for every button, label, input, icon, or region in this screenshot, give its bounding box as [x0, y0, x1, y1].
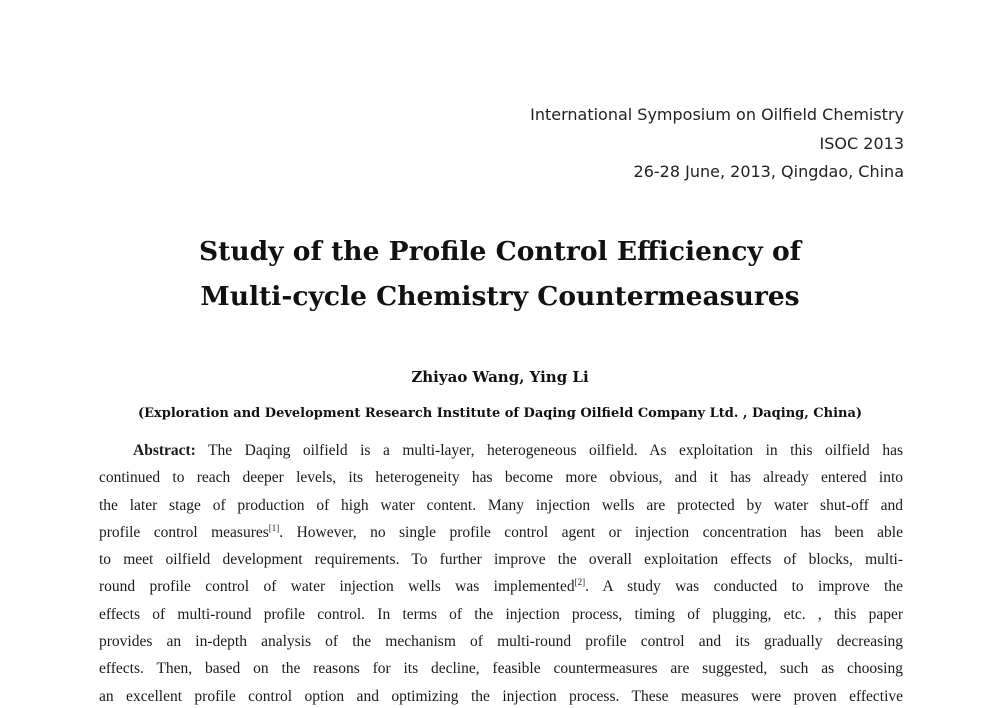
authors: Zhiyao Wang, Ying Li: [411, 368, 589, 386]
abstract-line-7: effects of multi-round profile control. In terms of the injection process, timing of plugging, etc. , this paper: [99, 605, 903, 623]
reference-1: [1]: [268, 522, 280, 533]
symposium-date-place: 26-28 June, 2013, Qingdao, China: [633, 162, 904, 181]
abstract: [99, 437, 903, 708]
abstract-line-8: provides an in-depth analysis of the mechanism of multi-round profile control and its gradually decreasing: [99, 633, 903, 651]
abstract-line-2: continued to reach deeper levels, its heterogeneity has become more obvious, and it has already entered into: [99, 469, 903, 487]
conference-header: [530, 101, 904, 187]
reference-2: [2]: [574, 577, 586, 588]
abstract-line-10: an excellent profile control option and optimizing the injection process. These measures were proven effective: [99, 687, 903, 705]
abstract-line-5: to meet oilfield development requirements. To further improve the overall exploitation effects of blocks, multi-: [99, 551, 903, 569]
abstract-line-4: profile control measures[1]. However, no single profile control agent or injection concentration has been able: [99, 522, 903, 541]
affiliation: (Exploration and Development Research Institute of Daqing Oilfield Company Ltd. , Daqing, China): [137, 406, 863, 421]
title-line-1: Study of the Profile Control Efficiency of: [198, 236, 802, 267]
abstract-line-3: the later stage of production of high water content. Many injection wells are protected by water shut-off and: [99, 496, 903, 514]
abstract-line-6: round profile control of water injection wells was implemented[2]. A study was conducted to improve the: [99, 577, 903, 596]
title-line-2: Multi-cycle Chemistry Countermeasures: [200, 281, 800, 312]
abstract-label: Abstract:: [133, 442, 196, 459]
paper-title: [0, 229, 1000, 319]
abstract-line-9: effects. Then, based on the reasons for its decline, feasible countermeasures are suggested, such as choosing: [99, 660, 903, 678]
symposium-name: International Symposium on Oilfield Chemistry: [530, 105, 904, 124]
symposium-code: ISOC 2013: [819, 133, 904, 153]
abstract-line-1: Abstract: The Daqing oilfield is a multi-layer, heterogeneous oilfield. As exploitation in this oilfield has: [133, 442, 903, 459]
